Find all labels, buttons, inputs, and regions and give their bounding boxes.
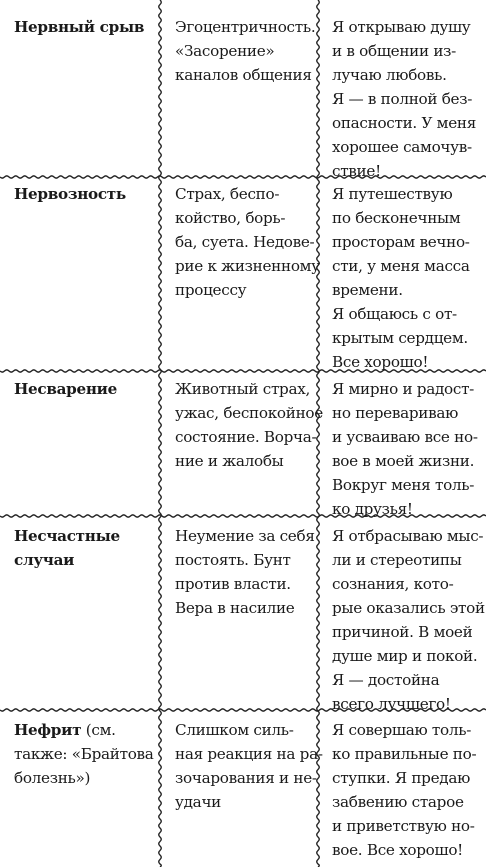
cause-line: удачи <box>175 793 222 811</box>
row-1-affirmation <box>332 15 478 183</box>
term-line: Нервный срыв <box>14 18 145 36</box>
term-bold: Нефрит <box>14 721 82 739</box>
affirmation-line: сознания, кото- <box>332 575 454 593</box>
cause-line: против власти. <box>175 575 291 593</box>
term-note: также: «Брайтова <box>14 745 154 763</box>
term-note: болезнь») <box>14 769 91 787</box>
row-4-cause <box>175 524 315 620</box>
cause-line: состояние. Ворча- <box>175 428 317 446</box>
affirmation-line: Вокруг меня толь- <box>332 476 475 494</box>
affirmation-line: рые оказались этой <box>332 599 485 617</box>
affirmation-line: ствие! <box>332 162 381 180</box>
row-2-term <box>14 182 154 206</box>
row-2-affirmation <box>332 182 478 374</box>
cause-line: Неумение за себя <box>175 527 315 545</box>
cause-line: Страх, беспо- <box>175 185 280 203</box>
cause-line: Слишком силь- <box>175 721 294 739</box>
affirmation-line: вое. Все хорошо! <box>332 841 463 859</box>
cause-line: ние и жалобы <box>175 452 284 470</box>
term-line: Несварение <box>14 380 117 398</box>
affirmation-line: и в общении из- <box>332 42 456 60</box>
cause-line: каналов общения <box>175 66 312 84</box>
affirmation-line: но перевариваю <box>332 404 458 422</box>
affirmation-line: Я отбрасываю мыс- <box>332 527 484 545</box>
cause-line: Эгоцентричность. <box>175 18 316 36</box>
term-note: (см. <box>81 721 116 739</box>
affirmation-line: Я общаюсь с от- <box>332 305 457 323</box>
cause-line: Вера в насилие <box>175 599 295 617</box>
column-divider-1 <box>159 0 162 867</box>
affirmation-line: Я мирно и радост- <box>332 380 475 398</box>
affirmation-line: Я открываю душу <box>332 18 471 36</box>
affirmation-line: вое в моей жизни. <box>332 452 475 470</box>
row-5-cause <box>175 718 323 814</box>
term-line: случаи <box>14 551 75 569</box>
cause-line: ба, суета. Недове- <box>175 233 315 251</box>
cause-line: койство, борь- <box>175 209 286 227</box>
column-divider-2 <box>317 0 320 867</box>
affirmation-line: Я — достойна <box>332 671 440 689</box>
affirmation-line: хорошее самочув- <box>332 138 472 156</box>
affirmation-line: забвению старое <box>332 793 464 811</box>
affirmation-line: и усваиваю все но- <box>332 428 478 446</box>
row-2-cause <box>175 182 320 302</box>
row-4-affirmation <box>332 524 485 716</box>
affirmation-line: времени. <box>332 281 403 299</box>
cause-line: ужас, беспокойное <box>175 404 323 422</box>
cause-line: процессу <box>175 281 247 299</box>
cause-line: «Засорение» <box>175 42 275 60</box>
cause-line: зочарования и не- <box>175 769 317 787</box>
affirmation-line: крытым сердцем. <box>332 329 468 347</box>
affirmation-line: всего лучшего! <box>332 695 451 713</box>
term-line: Нервозность <box>14 185 126 203</box>
cause-line: ная реакция на ра- <box>175 745 323 763</box>
row-5-affirmation <box>332 718 478 862</box>
affirmation-line: и приветствую но- <box>332 817 475 835</box>
affirmation-line: ли и стереотипы <box>332 551 462 569</box>
cause-line: Животный страх, <box>175 380 311 398</box>
term-line: Несчастные <box>14 527 120 545</box>
row-4-term <box>14 524 154 572</box>
row-5-term <box>14 718 154 790</box>
row-1-cause <box>175 15 315 87</box>
affirmation-line: сти, у меня масса <box>332 257 470 275</box>
affirmation-line: по бесконечным <box>332 209 461 227</box>
affirmation-line: Все хорошо! <box>332 353 429 371</box>
affirmation-line: ступки. Я предаю <box>332 769 470 787</box>
affirmation-line: Я — в полной без- <box>332 90 473 108</box>
affirmation-line: душе мир и покой. <box>332 647 478 665</box>
affirmation-line: Я совершаю толь- <box>332 721 472 739</box>
affirmation-line: ко правильные по- <box>332 745 477 763</box>
affirmation-line: опасности. У меня <box>332 114 476 132</box>
row-3-affirmation <box>332 377 478 521</box>
affirmation-line: причиной. В моей <box>332 623 473 641</box>
row-3-cause <box>175 377 323 473</box>
row-3-term <box>14 377 154 401</box>
affirmation-line: ко друзья! <box>332 500 413 518</box>
affirmation-line: Я путешествую <box>332 185 453 203</box>
row-1-term <box>14 15 154 39</box>
cause-line: постоять. Бунт <box>175 551 291 569</box>
cause-line: рие к жизненному <box>175 257 320 275</box>
affirmation-line: просторам вечно- <box>332 233 470 251</box>
affirmation-line: лучаю любовь. <box>332 66 447 84</box>
